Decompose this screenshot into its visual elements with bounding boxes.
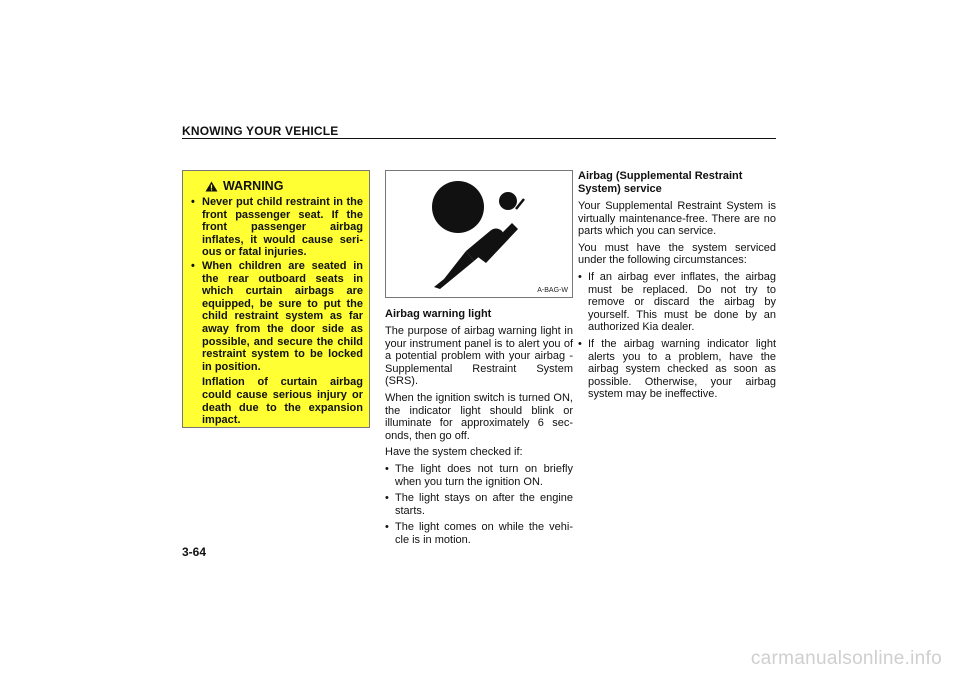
warning-item — [191, 260, 363, 427]
list-item — [578, 338, 776, 401]
page-number: 3-64 — [182, 545, 207, 559]
bullet: • — [385, 462, 389, 475]
check-list — [385, 463, 573, 547]
list-item-text: If an airbag ever inflates, the airbag must be replaced. Do not try to remove or discard the airbag by yourself. This must be done by an authorized Kia dealer. — [588, 270, 776, 334]
warning-heading — [205, 179, 363, 193]
list-item-text: The light does not turn on briefly when you turn the ignition ON. — [395, 462, 573, 488]
warning-text: Never put child restraint in the front passenger seat. If the front passenger airbag inflates, it would cause seri-ous or fatal injuries. — [202, 196, 363, 259]
paragraph: When the ignition switch is turned ON, the indicator light should blink or illuminate for approximately 6 sec-onds, then go off. — [385, 391, 573, 442]
warning-item — [191, 196, 363, 259]
bullet: • — [385, 521, 389, 534]
paragraph: Have the system checked if: — [385, 446, 523, 459]
airbag-figure — [385, 170, 573, 298]
list-item — [578, 271, 776, 334]
list-item-text: The light stays on after the engine starts. — [395, 492, 573, 517]
bullet: • — [191, 259, 195, 272]
section-header: KNOWING YOUR VEHICLE — [182, 124, 339, 138]
section-heading: Airbag (Supplemental Restraint System) service — [578, 170, 743, 195]
warning-text: Inflation of curtain airbag could cause serious injury or death due to the expansion impact. — [202, 376, 363, 427]
figure-caption: A-BAG-W — [537, 287, 568, 294]
bullet: • — [191, 196, 195, 208]
bullet: • — [578, 270, 582, 283]
warning-box — [182, 170, 370, 428]
list-item-text: The light comes on while the vehi-cle is in motion. — [395, 521, 573, 546]
paragraph: The purpose of airbag warning light in your instrument panel is to alert you of a potential problem with your airbag - Supplemental Restraint System (SRS). — [385, 325, 573, 388]
airbag-service-section — [578, 170, 776, 405]
list-item — [385, 463, 573, 488]
section-heading: Airbag warning light — [385, 308, 492, 320]
warning-list — [191, 196, 363, 427]
list-item-text: If the airbag warning indicator light alerts you to a problem, have the airbag system checked as soon as possible. Otherwise, your airbag system may be ineffective. — [588, 337, 776, 401]
paragraph: Your Supplemental Restraint System is virtually maintenance-free. There are no parts which you can service. — [578, 200, 776, 238]
airbag-warning-icon — [430, 179, 530, 291]
list-item — [385, 521, 573, 546]
bullet: • — [385, 492, 389, 505]
header-rule — [182, 138, 776, 139]
airbag-warning-light-section — [385, 308, 573, 551]
bullet: • — [578, 337, 582, 350]
service-list — [578, 271, 776, 401]
paragraph: You must have the system serviced under the following circumstances: — [578, 241, 776, 267]
warning-text: When children are seated in the rear outboard seats in which curtain airbags are equipped, be sure to put the child restraint system as far away from the door side as possible, and secure the child restraint system to be locked in position. — [202, 259, 363, 373]
list-item — [385, 492, 573, 517]
warning-triangle-icon — [205, 181, 218, 192]
watermark: carmanualsonline.info — [750, 648, 942, 669]
warning-title: WARNING — [223, 179, 284, 193]
